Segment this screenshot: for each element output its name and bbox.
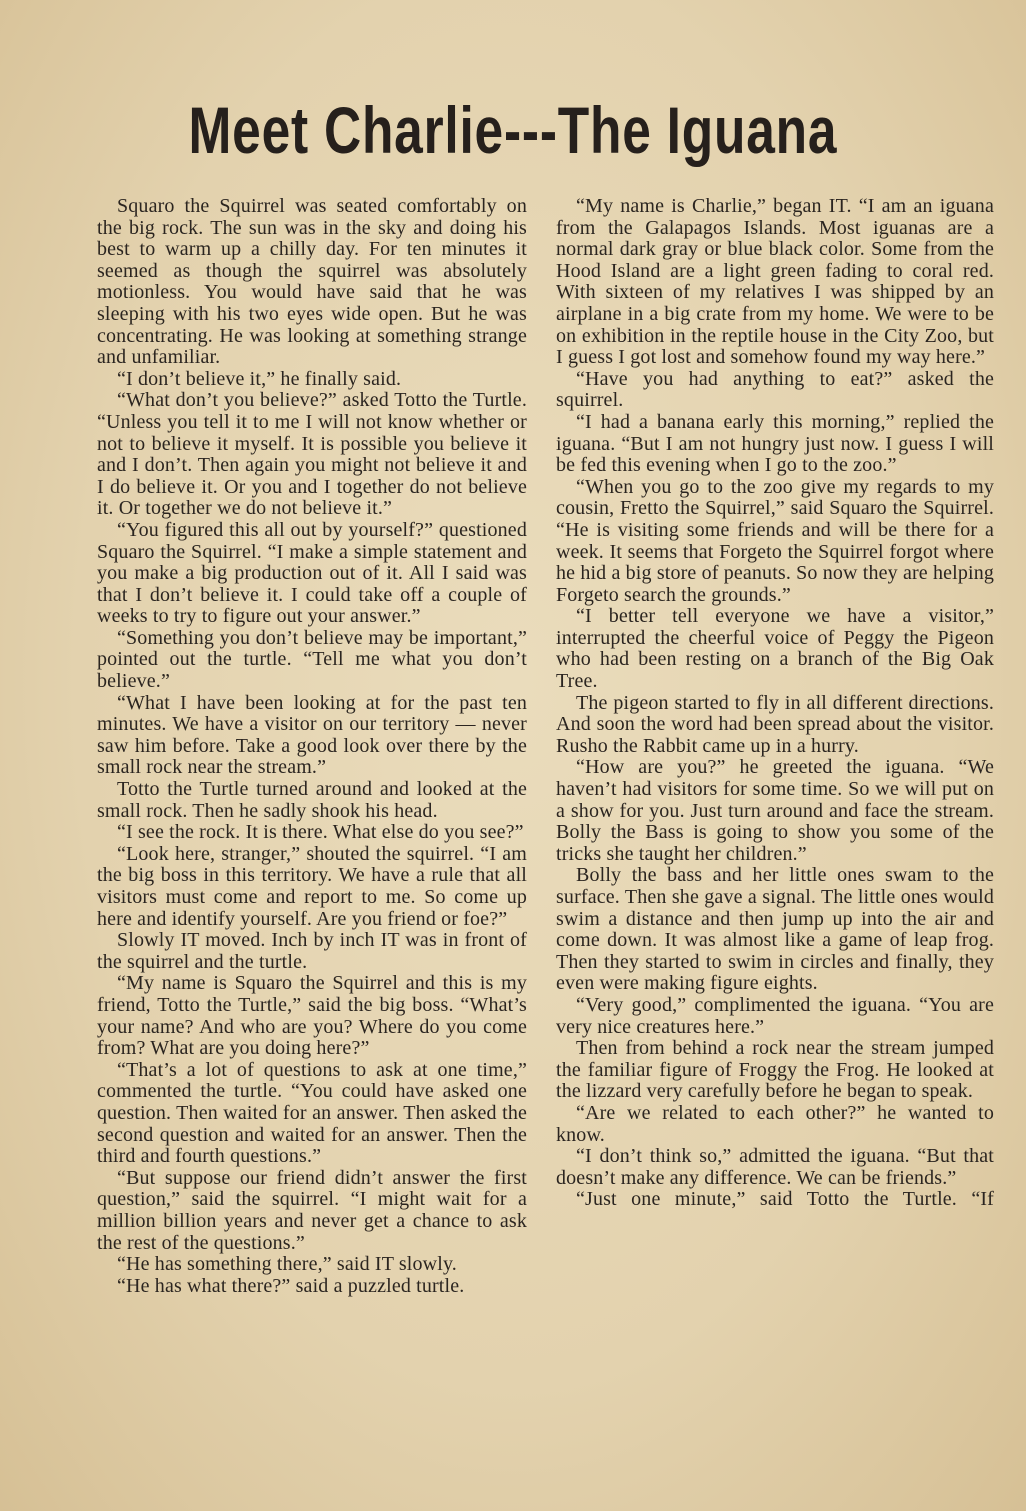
paragraph: “How are you?” he greeted the iguana. “We haven’t had visitors for some time. So we will put on a show for you. Just turn around and face the stream. Bolly the Bass is going to show you some of the tricks she taught her children.” <box>556 756 994 865</box>
paragraph: Bolly the bass and her little ones swam to the surface. Then she gave a signal. The little ones would swim a distance and then jump up into the air and come down. It was almost like a game of leap frog. Then they started to swim in circles and finally, they even were making figure eights. <box>556 864 994 995</box>
paragraph: Totto the Turtle turned around and looked at the small rock. Then he sadly shook his head. <box>97 778 527 822</box>
paragraph: “Have you had anything to eat?” asked the squirrel. <box>556 367 994 412</box>
paragraph: “But suppose our friend didn’t answer the first question,” said the squirrel. “I might wait for a million billion years and never get a chance to ask the rest of the questions.” <box>97 1166 527 1254</box>
paragraph: “Are we related to each other?” he wanted to know. <box>556 1101 994 1146</box>
paragraph: “Look here, stranger,” shouted the squirrel. “I am the big boss in this territory. We have a rule that all visitors must come and report to me. So come up here and identify yourself. Are you friend or foe?” <box>97 842 527 930</box>
paragraph: “When you go to the zoo give my regards to my cousin, Fretto the Squirrel,” said Squaro the Squirrel. “He is visiting some friends and will be there for a week. It seems that Forgeto the Squirrel forgot where he hid a big store of peanuts. So now they are helping Forgeto search the grounds.” <box>556 475 995 606</box>
paragraph: “What don’t you believe?” asked Totto the Turtle. “Unless you tell it to me I will not know whether or not to believe it myself. It is possible you believe it and I don’t. Then again you might not believe it and I do believe it. Or you and I together do not believe it. Or together we do not believe it.” <box>97 389 527 520</box>
paragraph: “I don’t think so,” admitted the iguana. “But that doesn’t make any difference. We can be friends.” <box>556 1145 994 1189</box>
paragraph: “What I have been looking at for the past ten minutes. We have a visitor on our territory — never saw him before. Take a good look over there by the small rock near the stream.” <box>97 691 527 779</box>
article-title-wrap <box>0 92 1026 168</box>
paragraph: “Something you don’t believe may be important,” pointed out the turtle. “Tell me what you don’t believe.” <box>97 626 527 693</box>
paragraph: “My name is Squaro the Squirrel and this is my friend, Totto the Turtle,” said the big boss. “What’s your name? And who are you? Where do you come from? What are you doing here?” <box>97 972 527 1060</box>
paragraph: “I had a banana early this morning,” replied the iguana. “But I am not hungry just now. I guess I will be fed this evening when I go to the zoo.” <box>556 410 994 477</box>
paragraph: “He has something there,” said IT slowly. <box>117 1253 457 1276</box>
paragraph: “You figured this all out by yourself?” questioned Squaro the Squirrel. “I make a simple statement and you make a big production out of it. All I said was that I don’t believe it. I could take off a couple of weeks to try to figure out your answer.” <box>97 518 527 628</box>
paragraph: “I better tell everyone we have a visitor,” interrupted the cheerful voice of Peggy the Pigeon who had been resting on a branch of the Big Oak Tree. <box>556 605 994 693</box>
paragraph: Then from behind a rock near the stream jumped the familiar figure of Froggy the Frog. He looked at the lizzard very carefully before he began to speak. <box>556 1037 994 1103</box>
paragraph: “Very good,” complimented the iguana. “You are very nice creatures here.” <box>556 993 994 1038</box>
paragraph: “I don’t believe it,” he finally said. <box>117 367 402 390</box>
paragraph: “Just one minute,” said Totto the Turtle. “If <box>576 1188 994 1211</box>
paragraph: “He has what there?” said a puzzled turtle. <box>117 1274 465 1297</box>
paragraph: The pigeon started to fly in all different directions. And soon the word had been spread about the visitor. Rusho the Rabbit came up in a hurry. <box>556 691 994 757</box>
left-column <box>97 196 527 1297</box>
paragraph: “That’s a lot of questions to ask at one time,” commented the turtle. “You could have asked one question. Then waited for an answer. Then asked the second question and waited for an answer. Then the third and fourth questions.” <box>97 1058 527 1168</box>
paragraph: “My name is Charlie,” began IT. “I am an iguana from the Galapagos Islands. Most iguanas are a normal dark gray or blue black color. Some from the Hood Island are a light green fading to coral red. With sixteen of my relatives I was shipped by an airplane in a big crate from my home. We were to be on exhibition in the reptile house in the City Zoo, but I guess I got lost and somehow found my way here.” <box>556 195 994 369</box>
paragraph: Squaro the Squirrel was seated comfortably on the big rock. The sun was in the sky and doing his best to warm up a chilly day. For ten minutes it seemed as though the squirrel was absolutely motionless. You would have said that he was sleeping with his two eyes wide open. But he was concentrating. He was looking at something strange and unfamiliar. <box>97 195 527 369</box>
article-title: Meet Charlie---The Iguana <box>188 93 838 167</box>
paragraph: Slowly IT moved. Inch by inch IT was in front of the squirrel and the turtle. <box>97 929 527 973</box>
paragraph: “I see the rock. It is there. What else do you see?” <box>117 821 524 844</box>
right-column <box>556 196 994 1211</box>
